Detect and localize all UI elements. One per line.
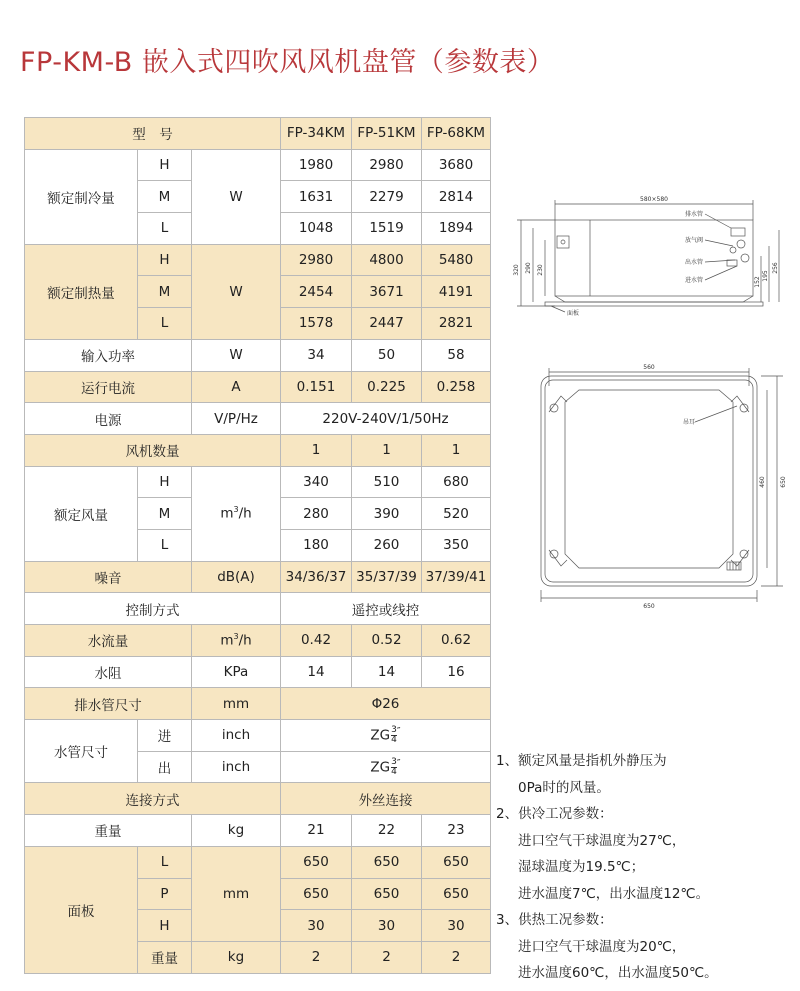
fraction-den: 4	[391, 734, 397, 745]
value-cell: 5480	[422, 244, 491, 276]
dim-label: 650	[643, 603, 655, 610]
mode-cell: H	[138, 149, 192, 181]
cooling-label: 额定制冷量	[25, 149, 138, 244]
value-cell: 350	[422, 529, 491, 561]
value-cell: 680	[422, 466, 491, 498]
note-line: 进口空气干球温度为20℃，	[518, 938, 686, 955]
value-cell: 0.225	[352, 371, 422, 403]
table-row	[25, 149, 491, 181]
unit-cell	[192, 625, 281, 657]
unit-cell: W	[192, 149, 281, 244]
dim-label: 256	[772, 262, 779, 274]
resistance-label: 水阻	[25, 656, 192, 688]
value-cell: 180	[281, 529, 352, 561]
power-label: 输入功率	[25, 339, 192, 371]
dim-label: 460	[759, 476, 766, 488]
hook-label: 吊耳	[683, 419, 696, 426]
dim-label: 650	[780, 476, 787, 488]
note-line: 3、供热工况参数：	[496, 912, 613, 928]
fraction-num: 3	[391, 724, 397, 735]
sub-cell: 进	[138, 720, 192, 752]
value-cell: 1	[352, 434, 422, 466]
value-cell: 650	[281, 878, 352, 910]
supply-label: 电源	[25, 403, 192, 435]
table-row	[25, 688, 491, 720]
unit-cell: inch	[192, 720, 281, 752]
value-cell: 1	[281, 434, 352, 466]
value-cell: 37/39/41	[422, 561, 491, 593]
table-row	[25, 561, 491, 593]
table-row	[25, 656, 491, 688]
value-cell: 280	[281, 498, 352, 530]
value-cell: 650	[352, 878, 422, 910]
heating-label: 额定制热量	[25, 244, 138, 339]
value-cell: 2814	[422, 181, 491, 213]
dim-label: 195	[762, 270, 769, 282]
sub-cell: H	[138, 910, 192, 942]
inch-mark: ″	[396, 725, 401, 737]
fraction-num: 3	[391, 756, 397, 767]
value-cell: 遥控或线控	[281, 593, 491, 625]
value-cell: 外丝连接	[281, 783, 491, 815]
note-line: 进水温度7℃，出水温度12℃。	[518, 885, 710, 902]
model-cell: FP-34KM	[281, 118, 352, 150]
value-cell: 2980	[352, 149, 422, 181]
value-cell: 34/36/37	[281, 561, 352, 593]
unit-tail: /h	[238, 632, 252, 649]
drain-label: 排水管尺寸	[25, 688, 192, 720]
unit-cell: dB(A)	[192, 561, 281, 593]
value-cell: 1578	[281, 308, 352, 340]
value-cell: 3680	[422, 149, 491, 181]
mode-cell: M	[138, 498, 192, 530]
value-cell	[281, 720, 491, 752]
value-cell: 2821	[422, 308, 491, 340]
spec-table	[24, 117, 491, 974]
table-row	[25, 403, 491, 435]
value-cell	[281, 751, 491, 783]
value-cell: 510	[352, 466, 422, 498]
value-cell: 220V-240V/1/50Hz	[281, 403, 491, 435]
side-view-labels	[513, 196, 779, 317]
value-cell: 2	[281, 941, 352, 973]
water-in-label: 进水管	[685, 277, 704, 284]
table-row	[25, 593, 491, 625]
fraction-den: 4	[391, 766, 397, 777]
current-label: 运行电流	[25, 371, 192, 403]
note-line: 0Pa时的风量。	[518, 779, 610, 796]
sub-cell: 出	[138, 751, 192, 783]
mode-cell: L	[138, 308, 192, 340]
sub-cell: L	[138, 846, 192, 878]
mode-cell: L	[138, 213, 192, 245]
value-cell: 34	[281, 339, 352, 371]
pipe-thread: ZG	[370, 759, 391, 776]
unit-cell: A	[192, 371, 281, 403]
value-cell: 1519	[352, 213, 422, 245]
notes	[496, 748, 718, 987]
table-row	[25, 720, 491, 752]
table-row	[25, 244, 491, 276]
value-cell: 30	[352, 910, 422, 942]
value-cell: 3671	[352, 276, 422, 308]
unit-exp: 3	[233, 505, 239, 515]
value-cell: 14	[281, 656, 352, 688]
value-cell: 50	[352, 339, 422, 371]
unit-exp: 3	[233, 632, 239, 642]
dim-label: 560	[643, 364, 655, 371]
unit-cell: W	[192, 339, 281, 371]
unit-cell	[192, 466, 281, 561]
value-cell: 2	[352, 941, 422, 973]
mode-cell: L	[138, 529, 192, 561]
unit-tail: /h	[238, 505, 252, 522]
value-cell: 23	[422, 815, 491, 847]
top-view-labels	[643, 364, 787, 610]
value-cell: 2	[422, 941, 491, 973]
value-cell: 2454	[281, 276, 352, 308]
value-cell: 520	[422, 498, 491, 530]
value-cell: 650	[422, 878, 491, 910]
value-cell: 0.62	[422, 625, 491, 657]
mode-cell: H	[138, 244, 192, 276]
mode-cell: H	[138, 466, 192, 498]
note-line: 2、供冷工况参数：	[496, 806, 613, 822]
dim-label: 152	[754, 276, 761, 288]
unit-cell: kg	[192, 815, 281, 847]
value-cell: 1048	[281, 213, 352, 245]
value-cell: 1894	[422, 213, 491, 245]
fans-label: 风机数量	[25, 434, 281, 466]
table-row	[25, 625, 491, 657]
value-cell: 22	[352, 815, 422, 847]
value-cell: 16	[422, 656, 491, 688]
dim-label: 230	[537, 264, 544, 276]
unit-base: m	[220, 505, 234, 522]
value-cell: 30	[422, 910, 491, 942]
pipe-label: 水管尺寸	[25, 720, 138, 783]
value-cell: 4191	[422, 276, 491, 308]
mode-cell: M	[138, 276, 192, 308]
unit-cell: inch	[192, 751, 281, 783]
note-line: 1、额定风量是指机外静压为	[496, 753, 667, 769]
vent-valve-label: 放气阀	[685, 237, 704, 244]
table-row	[25, 846, 491, 878]
note-line: 进水温度60℃，出水温度50℃。	[518, 965, 718, 981]
value-cell: 650	[281, 846, 352, 878]
dim-width-label: 580×580	[640, 196, 668, 203]
sub-cell: 重量	[138, 941, 192, 973]
sub-cell: P	[138, 878, 192, 910]
table-row	[25, 434, 491, 466]
side-view-drawing	[517, 200, 779, 312]
value-cell: 30	[281, 910, 352, 942]
table-row	[25, 466, 491, 498]
table-row	[25, 815, 491, 847]
unit-cell: KPa	[192, 656, 281, 688]
connection-label: 连接方式	[25, 783, 281, 815]
value-cell: 0.258	[422, 371, 491, 403]
dim-label: 320	[513, 264, 520, 276]
unit-cell: W	[192, 244, 281, 339]
value-cell: 1	[422, 434, 491, 466]
value-cell: Φ26	[281, 688, 491, 720]
weight-label: 重量	[25, 815, 192, 847]
top-view-drawing	[541, 368, 783, 602]
dim-label: 290	[525, 262, 532, 274]
mode-cell: M	[138, 181, 192, 213]
model-cell: FP-68KM	[422, 118, 491, 150]
unit-cell: mm	[192, 846, 281, 941]
value-cell: 14	[352, 656, 422, 688]
value-cell: 650	[422, 846, 491, 878]
value-cell: 0.42	[281, 625, 352, 657]
header-row	[25, 118, 491, 150]
pipe-thread: ZG	[370, 727, 391, 744]
value-cell: 0.151	[281, 371, 352, 403]
value-cell: 4800	[352, 244, 422, 276]
note-line: 湿球温度为19.5℃；	[518, 859, 645, 875]
noise-label: 噪音	[25, 561, 192, 593]
value-cell: 340	[281, 466, 352, 498]
waterflow-label: 水流量	[25, 625, 192, 657]
model-cell: FP-51KM	[352, 118, 422, 150]
control-label: 控制方式	[25, 593, 281, 625]
value-cell: 2980	[281, 244, 352, 276]
table-row	[25, 371, 491, 403]
water-out-label: 出水管	[685, 259, 704, 266]
value-cell: 58	[422, 339, 491, 371]
model-label: 型 号	[25, 118, 281, 150]
value-cell: 390	[352, 498, 422, 530]
technical-drawings	[505, 190, 795, 610]
value-cell: 2279	[352, 181, 422, 213]
value-cell: 650	[352, 846, 422, 878]
panel-label: 面板	[25, 846, 138, 973]
value-cell: 260	[352, 529, 422, 561]
note-line: 进口空气干球温度为27℃，	[518, 832, 686, 849]
unit-cell: V/P/Hz	[192, 403, 281, 435]
panel-label-drawing: 面板	[567, 310, 580, 317]
drain-pipe-label: 排水管	[685, 211, 704, 218]
unit-cell: kg	[192, 941, 281, 973]
value-cell: 1980	[281, 149, 352, 181]
unit-cell: mm	[192, 688, 281, 720]
value-cell: 21	[281, 815, 352, 847]
inch-mark: ″	[396, 757, 401, 769]
page-title: FP-KM-B 嵌入式四吹风风机盘管（参数表）	[20, 47, 555, 78]
value-cell: 35/37/39	[352, 561, 422, 593]
value-cell: 2447	[352, 308, 422, 340]
value-cell: 1631	[281, 181, 352, 213]
unit-base: m	[220, 632, 234, 649]
airflow-label: 额定风量	[25, 466, 138, 561]
table-row	[25, 339, 491, 371]
table-row	[25, 783, 491, 815]
value-cell: 0.52	[352, 625, 422, 657]
